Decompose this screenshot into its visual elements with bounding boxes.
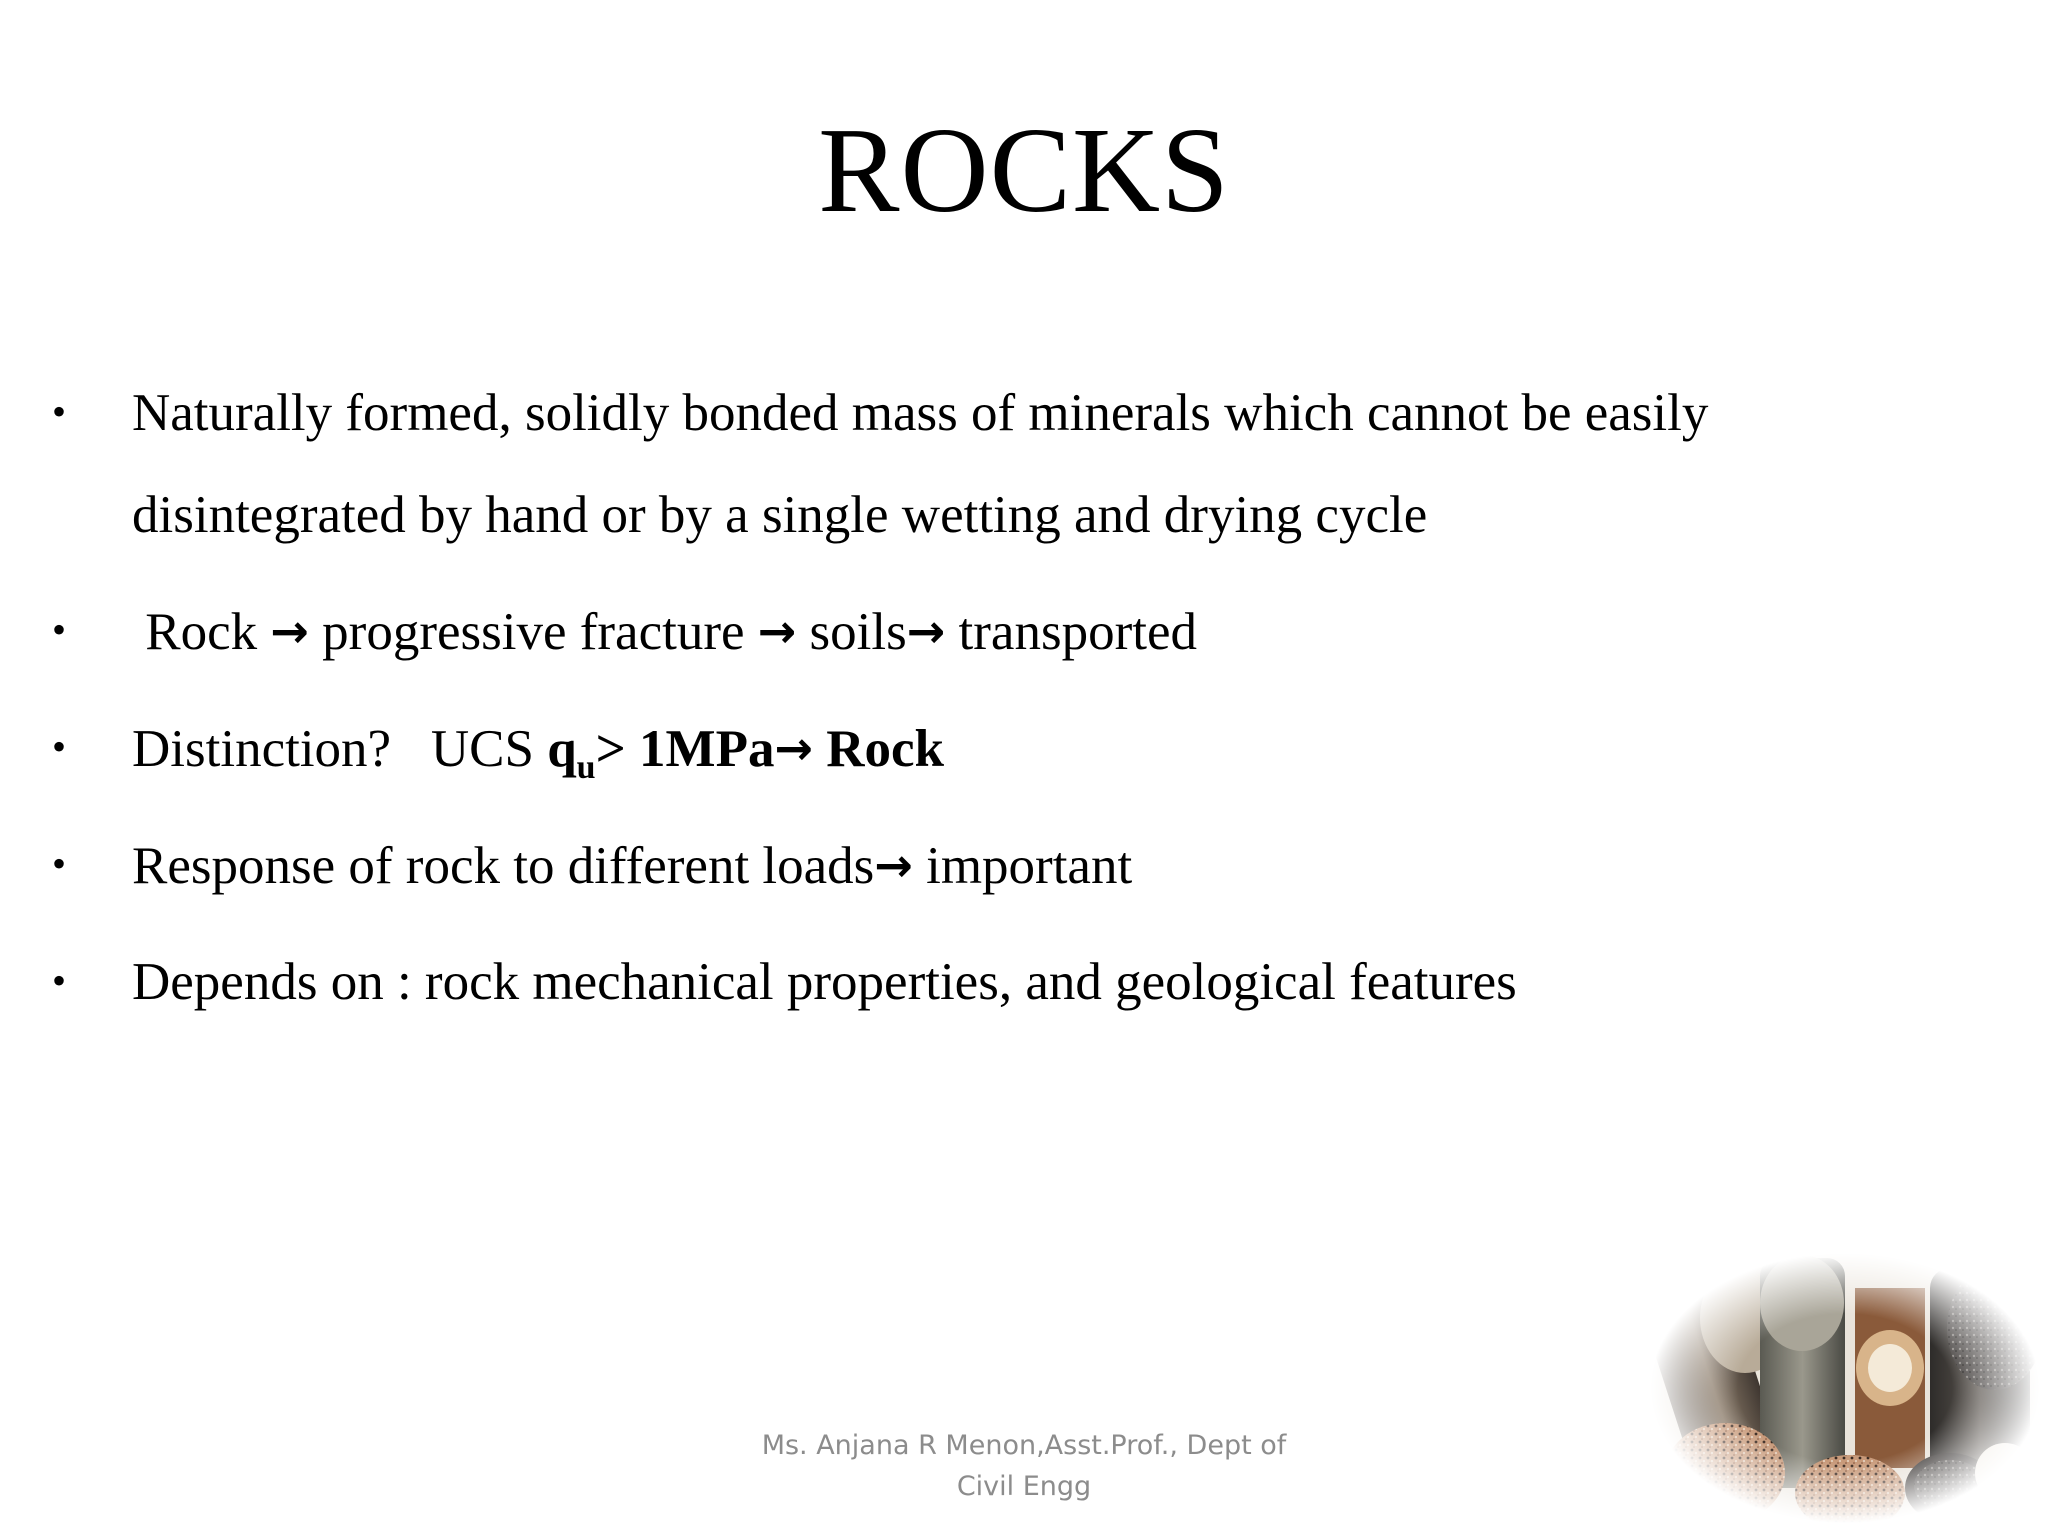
slide-title: ROCKS	[818, 103, 1230, 238]
bullet-fragment: soils	[809, 603, 907, 661]
ucs-subscript: u	[576, 749, 596, 786]
bullet-text	[132, 931, 1932, 1033]
bullet-text	[132, 580, 1932, 683]
bullet-fragment: UCS	[430, 720, 534, 778]
rock-samples-image	[1650, 1248, 2040, 1523]
bullet-line: disintegrated by hand or by a single wetting and drying cycle	[132, 486, 1428, 544]
footer-line: Ms. Anjana R Menon,Asst.Prof., Dept of	[761, 1430, 1287, 1461]
footer-line: Civil Engg	[956, 1471, 1092, 1502]
bullet-line: Naturally formed, solidly bonded mass of minerals which cannot be easily	[132, 384, 1709, 442]
bullet-fragment: Rock	[145, 603, 258, 661]
bullet-text	[132, 697, 1932, 800]
bullet-fragment: > 1MPa	[595, 720, 775, 778]
slide-footer	[724, 1425, 1324, 1507]
bullet-fragment: Distinction?	[132, 720, 392, 778]
bullet-fragment: Response of rock to different loads	[132, 837, 875, 895]
bullet-dot: •	[52, 724, 67, 769]
arrow-icon: →	[757, 604, 797, 658]
bullet-fragment: Depends on : rock mechanical properties, and geological features	[132, 953, 1517, 1011]
bullet-dot: •	[52, 607, 67, 652]
ucs-q: q	[547, 720, 577, 778]
bullet-fragment: transported	[958, 603, 1197, 661]
bullet-fragment: progressive fracture	[322, 603, 745, 661]
arrow-icon: →	[906, 604, 946, 658]
bullet-dot: •	[52, 389, 67, 434]
bullet-text	[132, 362, 1932, 566]
bullet-dot: •	[52, 841, 67, 886]
bullet-text	[132, 814, 1932, 917]
ucs-symbol	[547, 720, 596, 786]
bullet-fragment: Rock	[826, 720, 945, 778]
bullet-dot: •	[52, 958, 67, 1003]
bullet-fragment: important	[926, 837, 1133, 895]
arrow-icon: →	[774, 721, 813, 775]
arrow-icon: →	[874, 838, 913, 892]
arrow-icon: →	[270, 604, 309, 658]
